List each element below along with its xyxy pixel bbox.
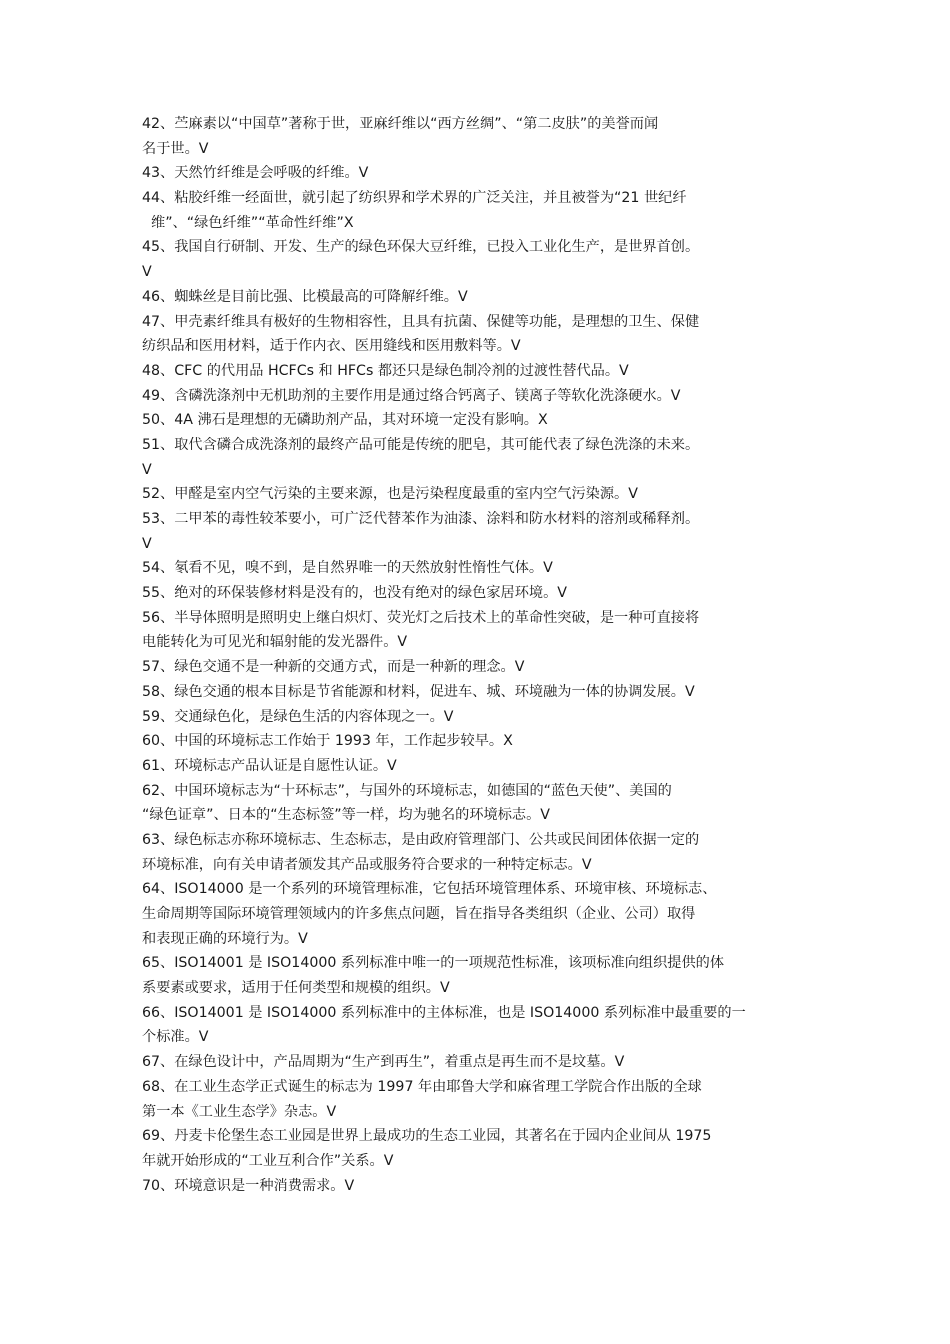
text-line: 70、环境意识是一种消费需求。V <box>142 1177 355 1194</box>
text-line: 43、天然竹纤维是会呼吸的纤维。V <box>142 165 369 182</box>
text-line: 纺织品和医用材料，适于作内衣、医用缝线和医用敷料等。V <box>142 338 521 355</box>
text-line: 55、绝对的环保装修材料是没有的，也没有绝对的绿色家居环境。V <box>142 585 568 602</box>
text-line: 60、中国的环境标志工作始于 1993 年，工作起步较早。X <box>142 733 513 750</box>
text-line: 年就开始形成的“工业互利合作”关系。V <box>142 1152 394 1169</box>
text-line: 49、含磷洗涤剂中无机助剂的主要作用是通过络合钙离子、镁离子等软化洗涤硬水。V <box>142 387 681 404</box>
text-line: 63、绿色标志亦称环境标志、生态标志，是由政府管理部门、公共或民间团体依据一定的 <box>142 831 700 848</box>
text-line: 系要素或要求，适用于任何类型和规模的组织。V <box>142 980 450 997</box>
text-line: 和表现正确的环境行为。V <box>142 930 308 947</box>
text-line: 59、交通绿色化，是绿色生活的内容体现之一。V <box>142 708 454 725</box>
text-line: 53、二甲苯的毒性较苯要小，可广泛代替苯作为油漆、涂料和防水材料的溶剂或稀释剂。 <box>142 511 700 527</box>
text-line: 42、苎麻素以“中国草”著称于世，亚麻纤维以“西方丝绸”、“第二皮肤”的美誉而闻 <box>142 116 659 132</box>
text-line: 44、粘胶纤维一经面世，就引起了纺织界和学术界的广泛关注，并且被誉为“21 世纪纤 <box>142 190 687 207</box>
text-line: 56、半导体照明是照明史上继白炽灯、荧光灯之后技术上的革命性突破，是一种可直接将 <box>142 609 700 626</box>
text-line: 45、我国自行研制、开发、生产的绿色环保大豆纤维，已投入工业化生产，是世界首创。 <box>142 239 700 256</box>
text-line: 65、ISO14001 是 ISO14000 系列标准中唯一的一项规范性标准，该项标准向组织提供的体 <box>142 955 725 972</box>
text-line: 68、在工业生态学正式诞生的标志为 1997 年由耶鲁大学和麻省理工学院合作出版的全球 <box>142 1078 702 1095</box>
text-line: 生命周期等国际环境管理领域内的许多焦点问题，旨在指导各类组织（企业、公司）取得 <box>142 906 696 922</box>
text-line: 名于世。V <box>142 140 209 157</box>
text-line: 51、取代含磷合成洗涤剂的最终产品可能是传统的肥皂，其可能代表了绿色洗涤的未来。 <box>142 436 700 453</box>
text-line: 维”、“绿色纤维”“革命性纤维”X <box>142 214 354 231</box>
text-line: 69、丹麦卡伦堡生态工业园是世界上最成功的生态工业园，其著名在于园内企业间从 1975 <box>142 1128 712 1145</box>
text-line: 47、甲壳素纤维具有极好的生物相容性，且具有抗菌、保健等功能，是理想的卫生、保健 <box>142 313 700 330</box>
text-line: 52、甲醛是室内空气污染的主要来源，也是污染程度最重的室内空气污染源。V <box>142 486 638 503</box>
question-list <box>142 112 810 1198</box>
text-line: 62、中国环境标志为“十环标志”，与国外的环境标志，如德国的“蓝色天使”、美国的 <box>142 782 672 799</box>
text-line: 57、绿色交通不是一种新的交通方式，而是一种新的理念。V <box>142 659 525 676</box>
text-line: 电能转化为可见光和辐射能的发光器件。V <box>142 634 408 651</box>
text-line: “绿色证章”、日本的“生态标签”等一样，均为驰名的环境标志。V <box>142 807 550 824</box>
text-line: V <box>142 535 152 552</box>
text-line: 环境标准，向有关申请者颁发其产品或服务符合要求的一种特定标志。V <box>142 856 592 873</box>
text-line: 67、在绿色设计中，产品周期为“生产到再生”，着重点是再生而不是坟墓。V <box>142 1054 625 1071</box>
text-line: 66、ISO14001 是 ISO14000 系列标准中的主体标准，也是 ISO14000 系列标准中最重要的一 <box>142 1004 746 1021</box>
text-line: 50、4A 沸石是理想的无磷助剂产品，其对环境一定没有影响。X <box>142 412 548 429</box>
text-line: V <box>142 461 152 478</box>
text-line: 64、ISO14000 是一个系列的环境管理标准，它包括环境管理体系、环境审核、环境标志、 <box>142 881 717 898</box>
text-line: 61、环境标志产品认证是自愿性认证。V <box>142 757 397 774</box>
text-line: 48、CFC 的代用品 HCFCs 和 HFCs 都还只是绿色制冷剂的过渡性替代品。V <box>142 362 629 379</box>
text-line: V <box>142 264 152 281</box>
text-line: 个标准。V <box>142 1029 209 1046</box>
text-line: 58、绿色交通的根本目标是节省能源和材料，促进车、城、环境融为一体的协调发展。V <box>142 683 695 700</box>
text-line: 第一本《工业生态学》杂志。V <box>142 1103 337 1120</box>
text-line: 54、氡看不见，嗅不到，是自然界唯一的天然放射性惰性气体。V <box>142 560 553 577</box>
text-line: 46、蜘蛛丝是目前比强、比模最高的可降解纤维。V <box>142 288 468 305</box>
